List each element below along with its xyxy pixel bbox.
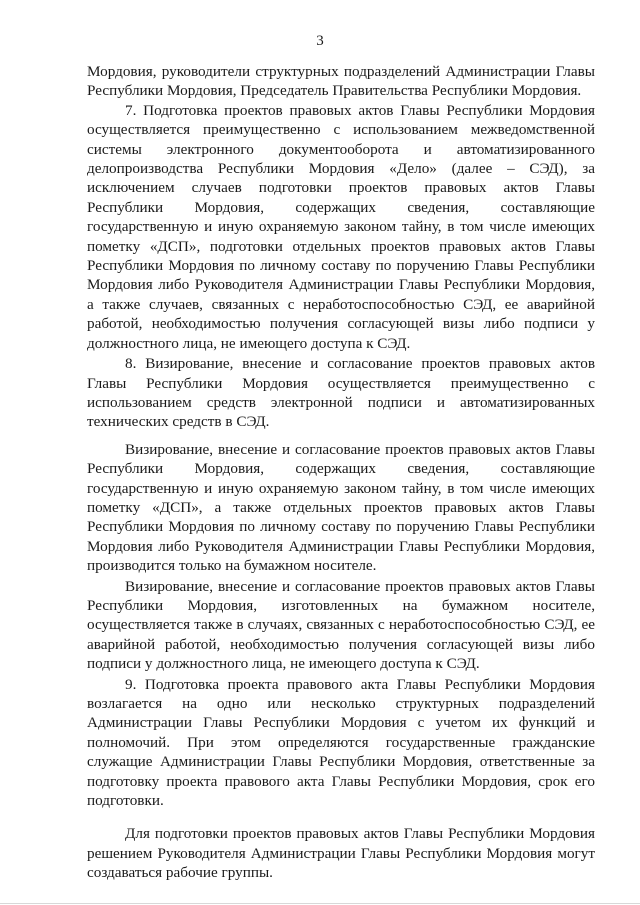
paragraph-working-groups: Для подготовки проектов правовых актов Главы Республики Мордовия решением Руководителя Администрации Главы Республики Мордовия могут создаваться рабочие группы. xyxy=(87,825,595,882)
paragraph-item-9: 9. Подготовка проекта правового акта Главы Республики Мордовия возлагается на одно или несколько структурных подразделений Администрации Главы Республики Мордовия с учетом их функций и полномочий. При этом определяются государственные гражданские служащие Администрации Главы Республики Мордовия, ответственные за подготовку проекта правового акта Главы Республики Мордовия, срок его подготовки. xyxy=(87,675,595,810)
document-body xyxy=(87,62,595,883)
page-edge-divider xyxy=(0,903,640,904)
paragraph-item-7: 7. Подготовка проектов правовых актов Главы Республики Мордовия осуществляется преимущественно с использованием межведомственной системы электронного документооборота и автоматизированного делопроизводства Республики Мордовия «Дело» (далее – СЭД), за исключением случаев подготовки проектов правовых актов Главы Республики Мордовия, содержащих сведения, составляющие государственную и иную охраняемую законом тайну, в том числе имеющих пометку «ДСП», подготовки отдельных проектов правовых актов Главы Республики Мордовия по личному составу по поручению Главы Республики Мордовия либо Руководителя Администрации Главы Республики Мордовия, а также случаев, связанных с неработоспособностью СЭД, ее аварийной работой, необходимостью получения согласующей визы либо подписи у должностного лица, не имеющего доступа к СЭД. xyxy=(87,101,595,352)
paragraph-paper-cases: Визирование, внесение и согласование проектов правовых актов Главы Республики Мордовия, изготовленных на бумажном носителе, осуществляется также в случаях, связанных с неработоспособностью СЭД, ее аварийной работой, необходимостью получения согласующей визы либо подписи у должностного лица, не имеющего доступа к СЭД. xyxy=(87,577,595,673)
paragraph-paper-approval: Визирование, внесение и согласование проектов правовых актов Главы Республики Мордовия, содержащих сведения, составляющие государственную и иную охраняемую законом тайну, в том числе имеющих пометку «ДСП», а также отдельных проектов правовых актов Главы Республики Мордовия по личному составу по поручению Главы Республики Мордовия либо Руководителя Администрации Главы Республики Мордовия, производится только на бумажном носителе. xyxy=(87,440,595,575)
paragraph-item-8: 8. Визирование, внесение и согласование проектов правовых актов Главы Республики Мордовия осуществляется преимущественно с использованием средств электронной подписи и автоматизированных технических средств в СЭД. xyxy=(87,355,595,431)
page-number: 3 xyxy=(316,33,324,49)
paragraph-continuation: Мордовия, руководители структурных подразделений Администрации Главы Республики Мордовия, Председатель Правительства Республики Мордовия. xyxy=(87,63,595,100)
